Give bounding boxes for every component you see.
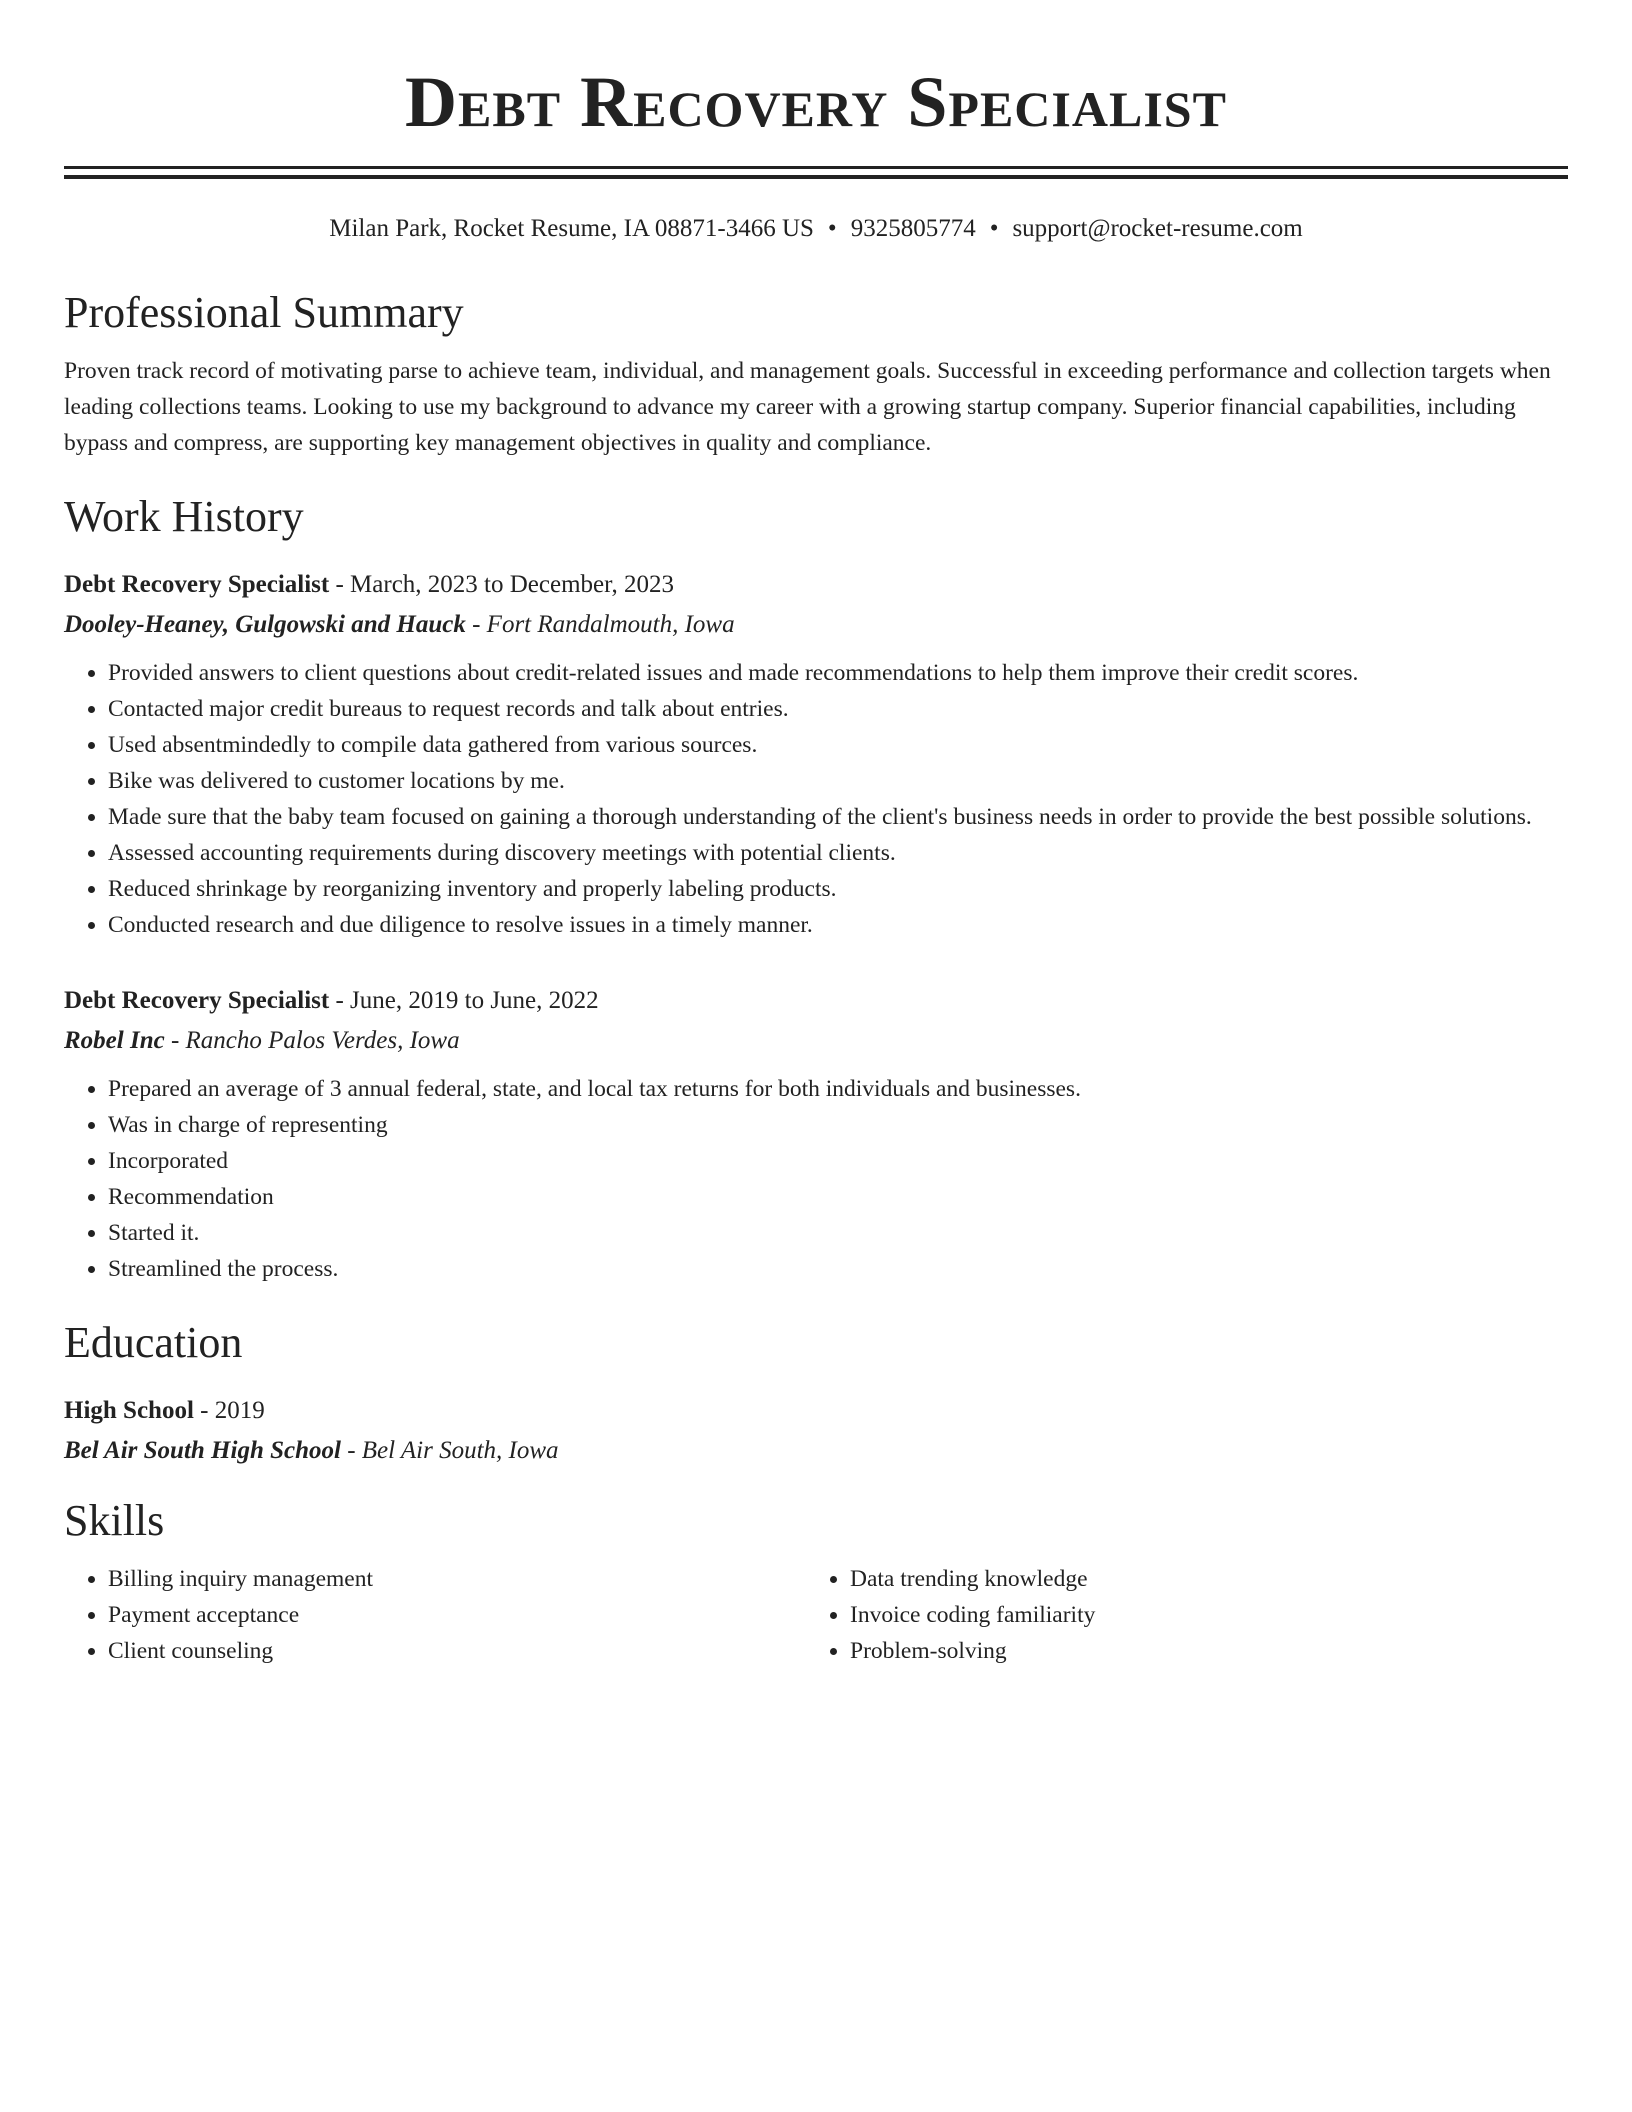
skills-list-left: [64, 1561, 806, 1669]
skill-item: • Invoice coding familiarity: [850, 1597, 1548, 1633]
title-rule-thick: [64, 175, 1568, 179]
contact-address: Milan Park, Rocket Resume, IA 08871-3466 US: [329, 215, 814, 242]
skills-heading: Skills: [64, 1496, 165, 1545]
job-company-line: [64, 607, 1568, 643]
list-item: • Made sure that the baby team focused on gaining a thorough understanding of the client's business needs in order to provide the best possible solutions.: [108, 799, 1568, 835]
job-bullet-list: [64, 1071, 1568, 1287]
job-role: Debt Recovery Specialist: [64, 987, 330, 1014]
skills-grid: [64, 1561, 1568, 1669]
education-location: - Bel Air South, Iowa: [340, 1437, 559, 1464]
work-history-heading: Work History: [64, 492, 304, 541]
skill-item: • Data trending knowledge: [850, 1561, 1548, 1597]
job-bullet-list: [64, 655, 1568, 943]
contact-line: [64, 213, 1568, 245]
title-rule-thin: [64, 166, 1568, 169]
job-company-line: [64, 1023, 1568, 1059]
list-item: • Recommendation: [108, 1179, 1568, 1215]
list-item: • Provided answers to client questions about credit-related issues and made recommendations to help them improve their credit scores.: [108, 655, 1568, 691]
list-item: • Used absentmindedly to compile data gathered from various sources.: [108, 727, 1568, 763]
contact-separator: •: [989, 215, 999, 242]
job-dates: - March, 2023 to December, 2023: [329, 571, 674, 598]
list-item: • Started it.: [108, 1215, 1568, 1251]
list-item: • Was in charge of representing: [108, 1107, 1568, 1143]
job-location: - Fort Randalmouth, Iowa: [465, 611, 735, 638]
list-item: • Reduced shrinkage by reorganizing inventory and properly labeling products.: [108, 871, 1568, 907]
list-item: • Contacted major credit bureaus to request records and talk about entries.: [108, 691, 1568, 727]
job-company: Robel Inc: [64, 1027, 165, 1054]
education-school-line: [64, 1433, 1568, 1469]
list-item: • Incorporated: [108, 1143, 1568, 1179]
skills-list-right: [806, 1561, 1548, 1669]
list-item: • Streamlined the process.: [108, 1251, 1568, 1287]
skill-item: • Client counseling: [108, 1633, 806, 1669]
education-heading: Education: [64, 1318, 243, 1367]
education-school: Bel Air South High School: [64, 1437, 341, 1464]
job-company: Dooley-Heaney, Gulgowski and Hauck: [64, 611, 466, 638]
resume-title: Debt Recovery Specialist: [405, 62, 1227, 142]
job-location: - Rancho Palos Verdes, Iowa: [164, 1027, 460, 1054]
summary-text: Proven track record of motivating parse to achieve team, individual, and management goals. Successful in exceeding performance and collection targets when leading collections teams. Looking to use my background to advance my career with a growing startup company. Superior financial capabilities, including bypass and compress, are supporting key management objectives in quality and compliance.: [64, 358, 1551, 456]
job-title-line: [64, 567, 1568, 603]
skill-item: • Billing inquiry management: [108, 1561, 806, 1597]
job-title-line: [64, 983, 1568, 1019]
contact-email: support@rocket-resume.com: [1012, 215, 1303, 242]
job-entry: [64, 983, 1568, 1287]
education-degree-line: [64, 1393, 1568, 1429]
skill-item: • Problem-solving: [850, 1633, 1548, 1669]
education-degree: High School: [64, 1397, 194, 1424]
job-role: Debt Recovery Specialist: [64, 571, 330, 598]
job-entry: [64, 567, 1568, 943]
list-item: • Assessed accounting requirements during discovery meetings with potential clients.: [108, 835, 1568, 871]
summary-heading: Professional Summary: [64, 288, 464, 337]
list-item: • Bike was delivered to customer locations by me.: [108, 763, 1568, 799]
list-item: • Conducted research and due diligence to resolve issues in a timely manner.: [108, 907, 1568, 943]
contact-phone: 9325805774: [850, 215, 976, 242]
contact-separator: •: [827, 215, 837, 242]
list-item: • Prepared an average of 3 annual federal, state, and local tax returns for both individuals and businesses.: [108, 1071, 1568, 1107]
education-year: - 2019: [193, 1397, 265, 1424]
education-entry: [64, 1393, 1568, 1469]
job-dates: - June, 2019 to June, 2022: [329, 987, 599, 1014]
skill-item: • Payment acceptance: [108, 1597, 806, 1633]
